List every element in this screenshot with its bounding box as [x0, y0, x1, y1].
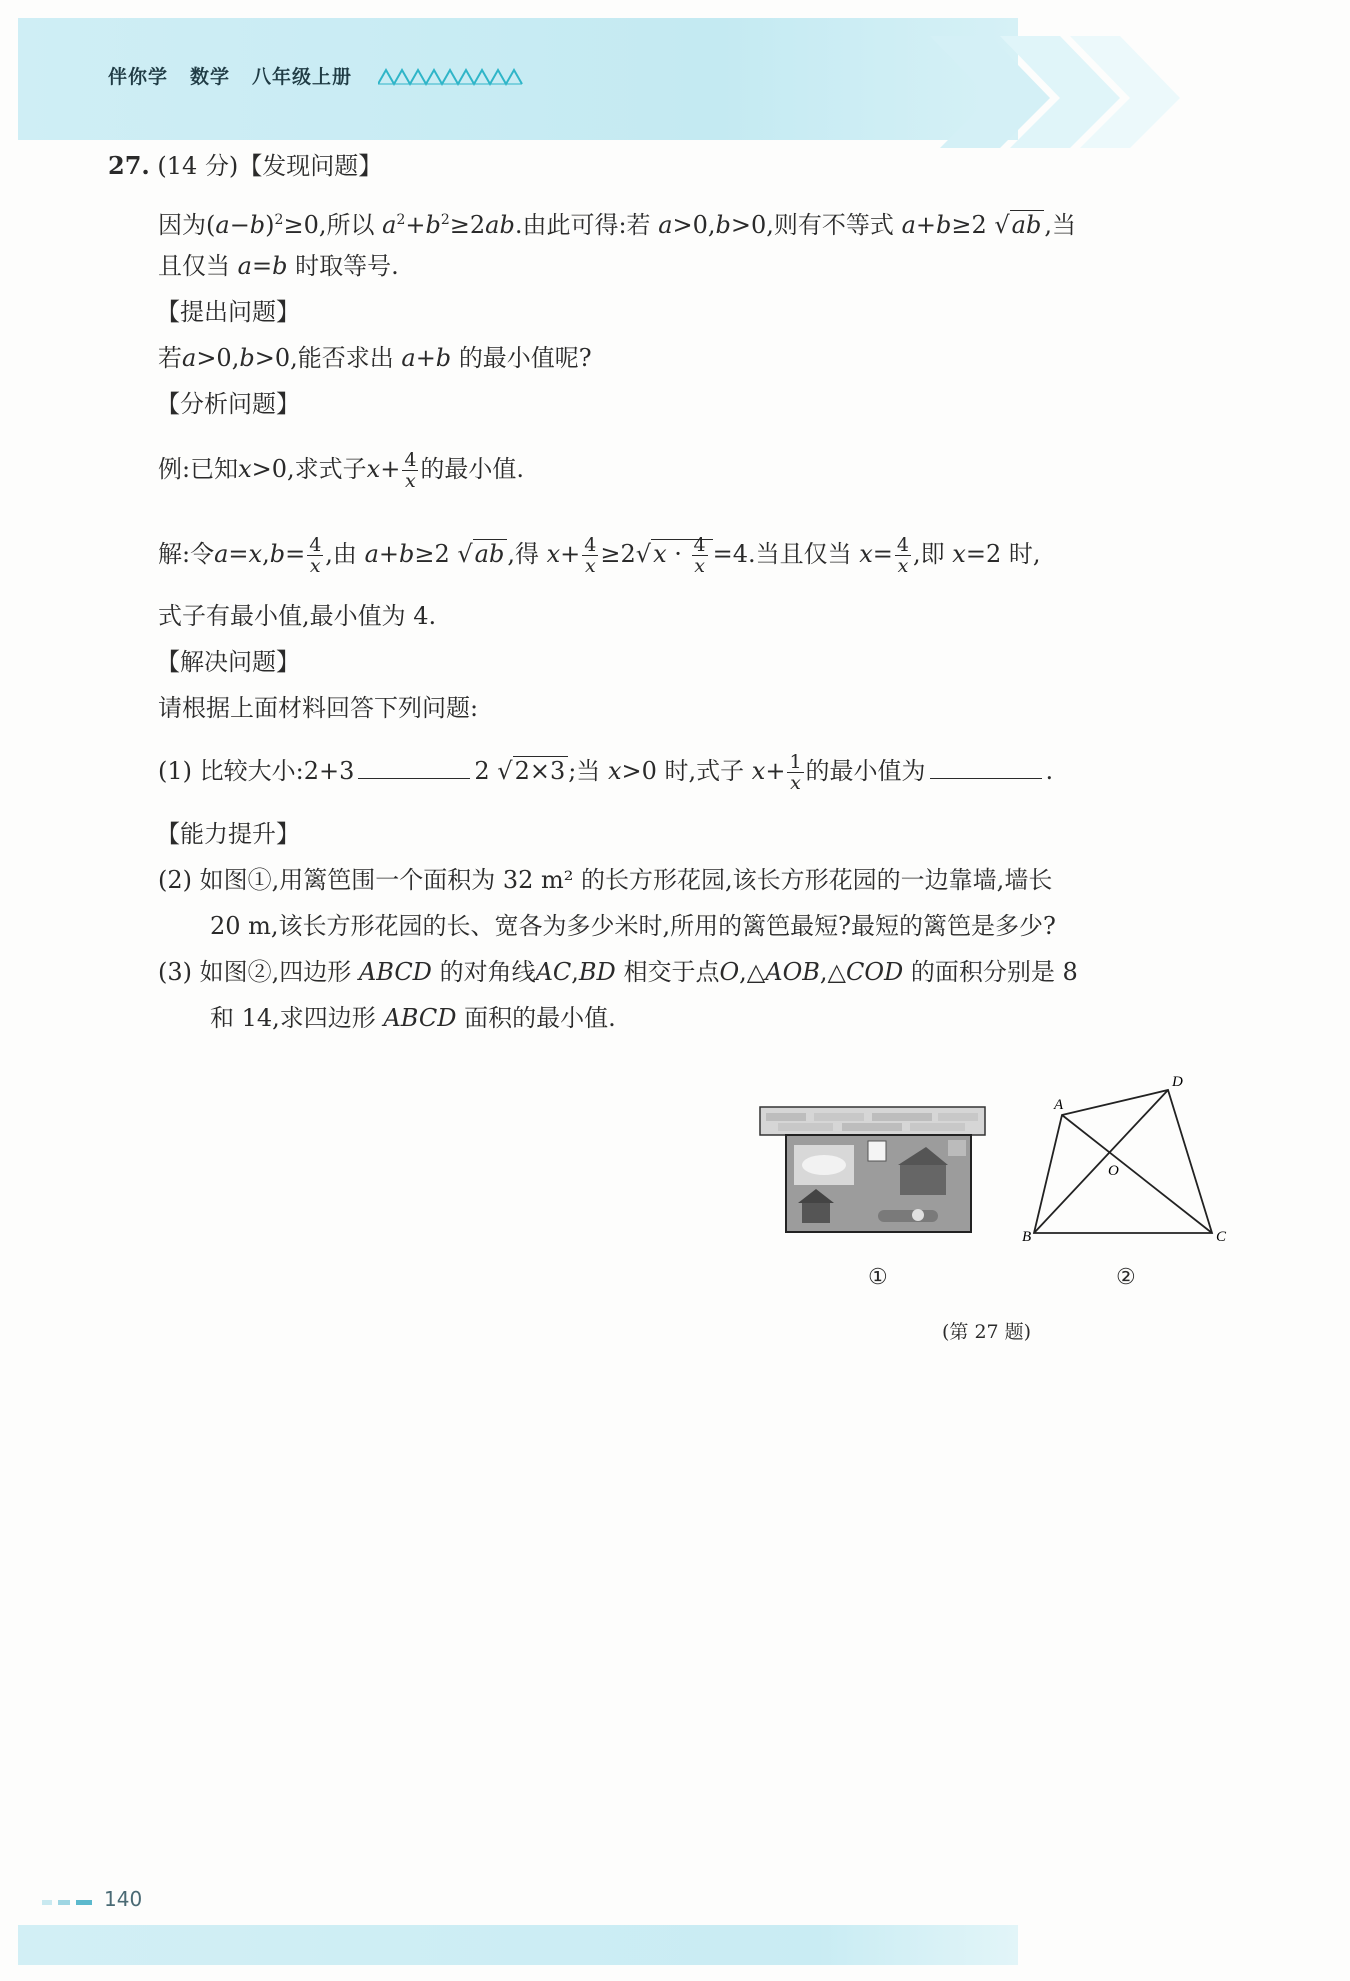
subject-name: 数学 [190, 66, 231, 88]
part-3-line-1: (3) 如图②,四边形 ABCD 的对角线AC,BD 相交于点O,△AOB,△COD 的面积分别是 8 [158, 958, 1078, 986]
point-d-label: D [1172, 1074, 1183, 1090]
point-c-label: C [1216, 1229, 1227, 1245]
grade-name: 八年级上册 [252, 66, 353, 88]
solution-line-1: 解:令a=x,b= $\frac{4}{x}$ ,由 a+b≥2 √ab ,得 x+ $\frac{4}{x}$ ≥2√x · $\frac{4}{x}$ =4.当且仅当 x= $\frac{4}{x}$ ,即 x=2 时, [158, 534, 1041, 577]
example-line: 例:已知x>0,求式子x+ $\frac{4}{x}$ 的最小值. [158, 449, 525, 492]
section-discover: 【发现问题】 [238, 152, 383, 180]
point-a-label: A [1054, 1097, 1064, 1113]
section-solve: 【解决问题】 [156, 648, 300, 676]
page-number: 140 [104, 1887, 143, 1911]
solution-line-2: 式子有最小值,最小值为 4. [158, 602, 437, 630]
section-ability: 【能力提升】 [156, 820, 300, 848]
section-analyze: 【分析问题】 [156, 390, 300, 418]
header-title [108, 62, 528, 89]
diagonal-ac [1062, 1115, 1212, 1233]
point-b-label: B [1022, 1229, 1032, 1245]
discover-line-2: 且仅当 a=b 时取等号. [158, 252, 399, 280]
page-dots-icon [42, 1897, 102, 1909]
answer-blank-1[interactable] [358, 756, 470, 779]
part-3-line-2: 和 14,求四边形 ABCD 面积的最小值. [210, 1004, 616, 1032]
book-name: 伴你学 [108, 66, 169, 88]
zigzag-decoration-icon [378, 66, 528, 86]
figure-2-quadrilateral [1012, 1065, 1262, 1265]
figure-caption: (第 27 题) [942, 1321, 1032, 1343]
question-points: (14 分) [157, 152, 239, 180]
part-2-line-1: (2) 如图①,用篱笆围一个面积为 32 m² 的长方形花园,该长方形花园的一边靠墙,墙长 [158, 866, 1053, 894]
point-o-label: O [1108, 1163, 1119, 1179]
question-header [108, 150, 382, 182]
part-1: (1) 比较大小:2+3 2 √2×3 ;当 x>0 时,式子 x+ $\frac{1}{x}$ 的最小值为 . [158, 751, 1054, 794]
raise-text: 若a>0,b>0,能否求出 a+b 的最小值呢? [158, 344, 592, 372]
discover-line-1: 因为$(a-b)^2\ge 0$,所以 $a^2+b^2\ge 2ab$.由此可得:若 a>0,b>0,则有不等式 a+b≥2 √ab ,当 [158, 211, 1076, 239]
answer-blank-2[interactable] [930, 756, 1042, 779]
figure-1-garden [758, 1105, 998, 1240]
question-number: 27. [108, 151, 150, 180]
figure-1-label: ① [868, 1265, 888, 1290]
footer-band [18, 1925, 1018, 1965]
part-2-line-2: 20 m,该长方形花园的长、宽各为多少米时,所用的篱笆最短?最短的篱笆是多少? [210, 912, 1056, 940]
solve-intro: 请根据上面材料回答下列问题: [158, 694, 479, 722]
section-raise: 【提出问题】 [156, 298, 300, 326]
figure-2-label: ② [1116, 1265, 1136, 1290]
